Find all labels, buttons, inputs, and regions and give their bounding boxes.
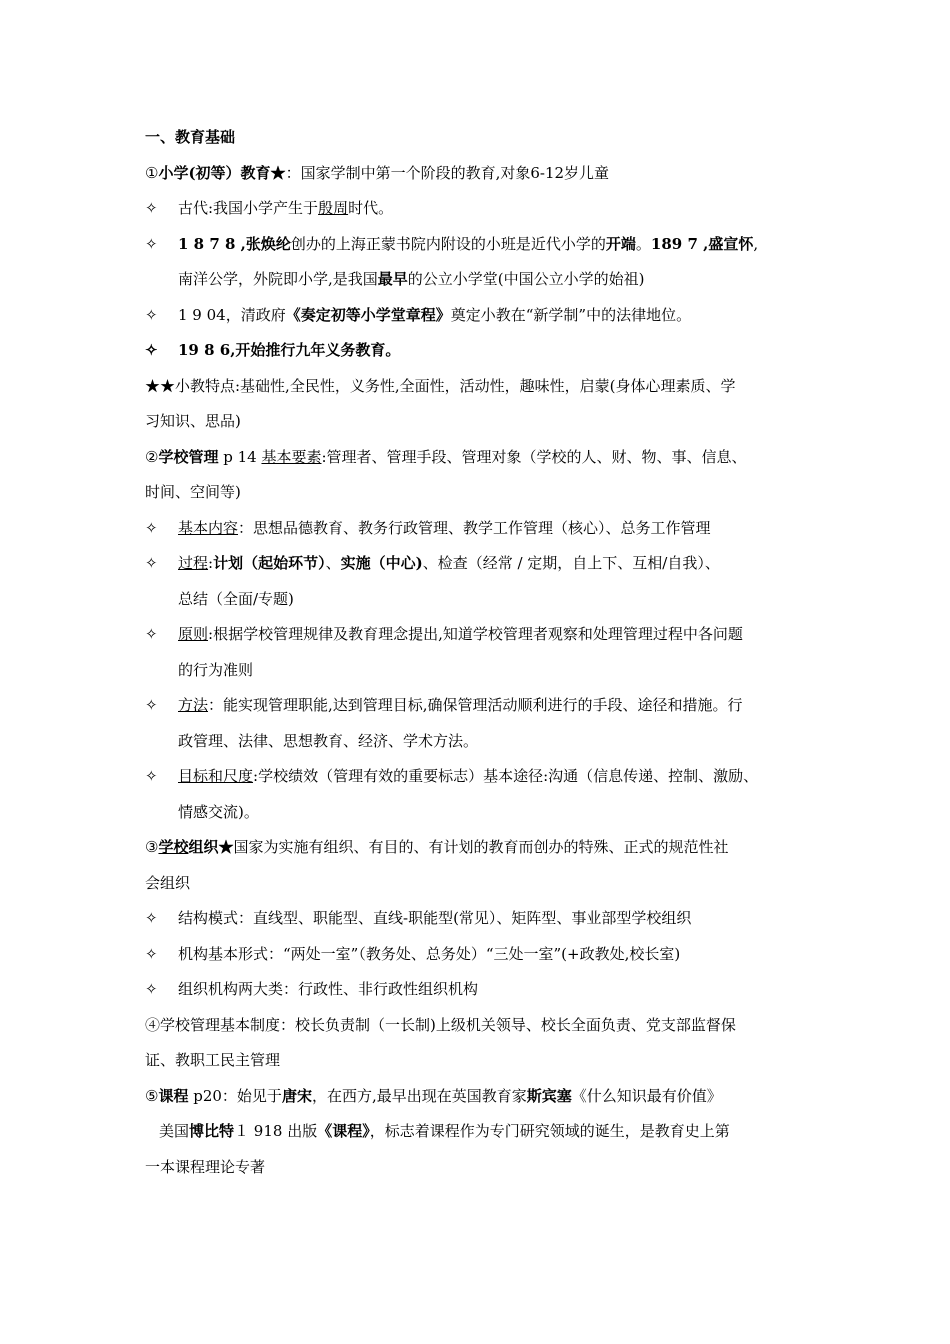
- s5-paragraph: 美国博比特１ 918 出版《课程》，标志着课程作为专门研究领域的诞生，是教育史上第: [159, 1122, 730, 1140]
- s3-bullet-structure: ✧ 结构模式：直线型、职能型、直线-职能型(常见）、矩阵型、事业部型学校组织: [145, 901, 825, 937]
- bullet-icon: ✧: [145, 767, 158, 785]
- s2-bullet-principle-cont: 的行为准则: [178, 660, 254, 679]
- s2-bullet-method-cont: 政管理、法律、思想教育、经济、学术方法。: [178, 731, 479, 750]
- s3-heading: ③学校组织★国家为实施有组织、有目的、有计划的教育而创办的特殊、正式的规范性社: [145, 838, 729, 856]
- s2-bullet-method: ✧ 方法：能实现管理职能,达到管理目标,确保管理活动顺利进行的手段、途径和措施。行: [145, 688, 825, 724]
- section-title: 一、教育基础: [145, 128, 236, 146]
- bullet-icon: ✧: [145, 696, 158, 714]
- bullet-icon: ✧: [145, 518, 158, 537]
- s2-bullet-goal-cont: 情感交流)。: [178, 802, 259, 821]
- bullet-icon: ✧: [145, 625, 158, 643]
- s1-bullet-1878: ✧ 1 8 7 8 ,张焕纶创办的上海正蒙书院内附设的小班是近代小学的开端。189 7 ,盛宣怀,: [145, 227, 825, 263]
- s2-heading: ②学校管理 p 14 基本要素:管理者、管理手段、管理对象（学校的人、财、物、事、信息、: [145, 447, 747, 466]
- s2-bullet-goal: ✧ 目标和尺度:学校绩效（管理有效的重要标志）基本途径:沟通（信息传递、控制、激励、: [145, 759, 825, 795]
- s1-bullet-1878-cont: 南洋公学，外院即小学,是我国最早的公立小学堂(中国公立小学的始祖): [178, 270, 645, 288]
- s5-heading: ⑤课程 p20：始见于唐宋，在西方,最早出现在英国教育家斯宾塞《什么知识最有价值》: [145, 1086, 722, 1105]
- s1-bullet-ancient: ✧ 古代:我国小学产生于殷周时代。: [145, 191, 825, 227]
- s3-bullet-forms: ✧ 机构基本形式：“两处一室”（教务处、总务处）“三处一室”(+政教处,校长室): [145, 937, 825, 973]
- s2-bullet-content: ✧ 基本内容：思想品德教育、教务行政管理、教学工作管理（核心）、总务工作管理: [145, 511, 825, 547]
- s4-heading-cont: 证、教职工民主管理: [145, 1051, 281, 1069]
- document-page: [145, 120, 825, 1185]
- bullet-icon: ✧: [145, 944, 158, 963]
- bullet-icon: ✧: [145, 909, 158, 927]
- s2-bullet-principle: ✧ 原则:根据学校管理规律及教育理念提出,知道学校管理者观察和处理管理过程中各问题: [145, 617, 825, 653]
- s1-bullet-1904: ✧ 1 9 04，清政府《奏定初等小学堂章程》奠定小教在“新学制”中的法律地位。: [145, 298, 825, 334]
- bullet-icon: ✧: [145, 341, 158, 359]
- bullet-icon: ✧: [145, 305, 158, 324]
- s2-bullet-process: ✧ 过程:计划（起始环节）、实施（中心)、检查（经常 / 定期，自上下、互相/自我）、: [145, 546, 825, 582]
- bullet-icon: ✧: [145, 980, 158, 998]
- s1-features-cont: 习知识、思品): [145, 412, 241, 430]
- s3-heading-cont: 会组织: [145, 873, 191, 892]
- s5-paragraph-cont: 一本课程理论专著: [145, 1157, 266, 1176]
- s4-heading: ④学校管理基本制度：校长负责制（一长制)上级机关领导、校长全面负责、党支部监督保: [145, 1015, 736, 1034]
- s2-heading-cont: 时间、空间等): [145, 483, 241, 501]
- bullet-icon: ✧: [145, 234, 158, 253]
- bullet-icon: ✧: [145, 554, 158, 572]
- bullet-icon: ✧: [145, 199, 158, 217]
- s3-bullet-types: ✧ 组织机构两大类：行政性、非行政性组织机构: [145, 972, 825, 1008]
- s1-bullet-1986: ✧ 19 8 6,开始推行九年义务教育。: [145, 333, 825, 369]
- s2-bullet-process-cont: 总结（全面/专题): [178, 589, 294, 608]
- s1-features: ★★小教特点:基础性,全民性，义务性,全面性，活动性，趣味性，启蒙(身体心理素质、学: [145, 376, 736, 395]
- s1-heading: ①小学(初等）教育★：国家学制中第一个阶段的教育,对象6-12岁儿童: [145, 163, 610, 182]
